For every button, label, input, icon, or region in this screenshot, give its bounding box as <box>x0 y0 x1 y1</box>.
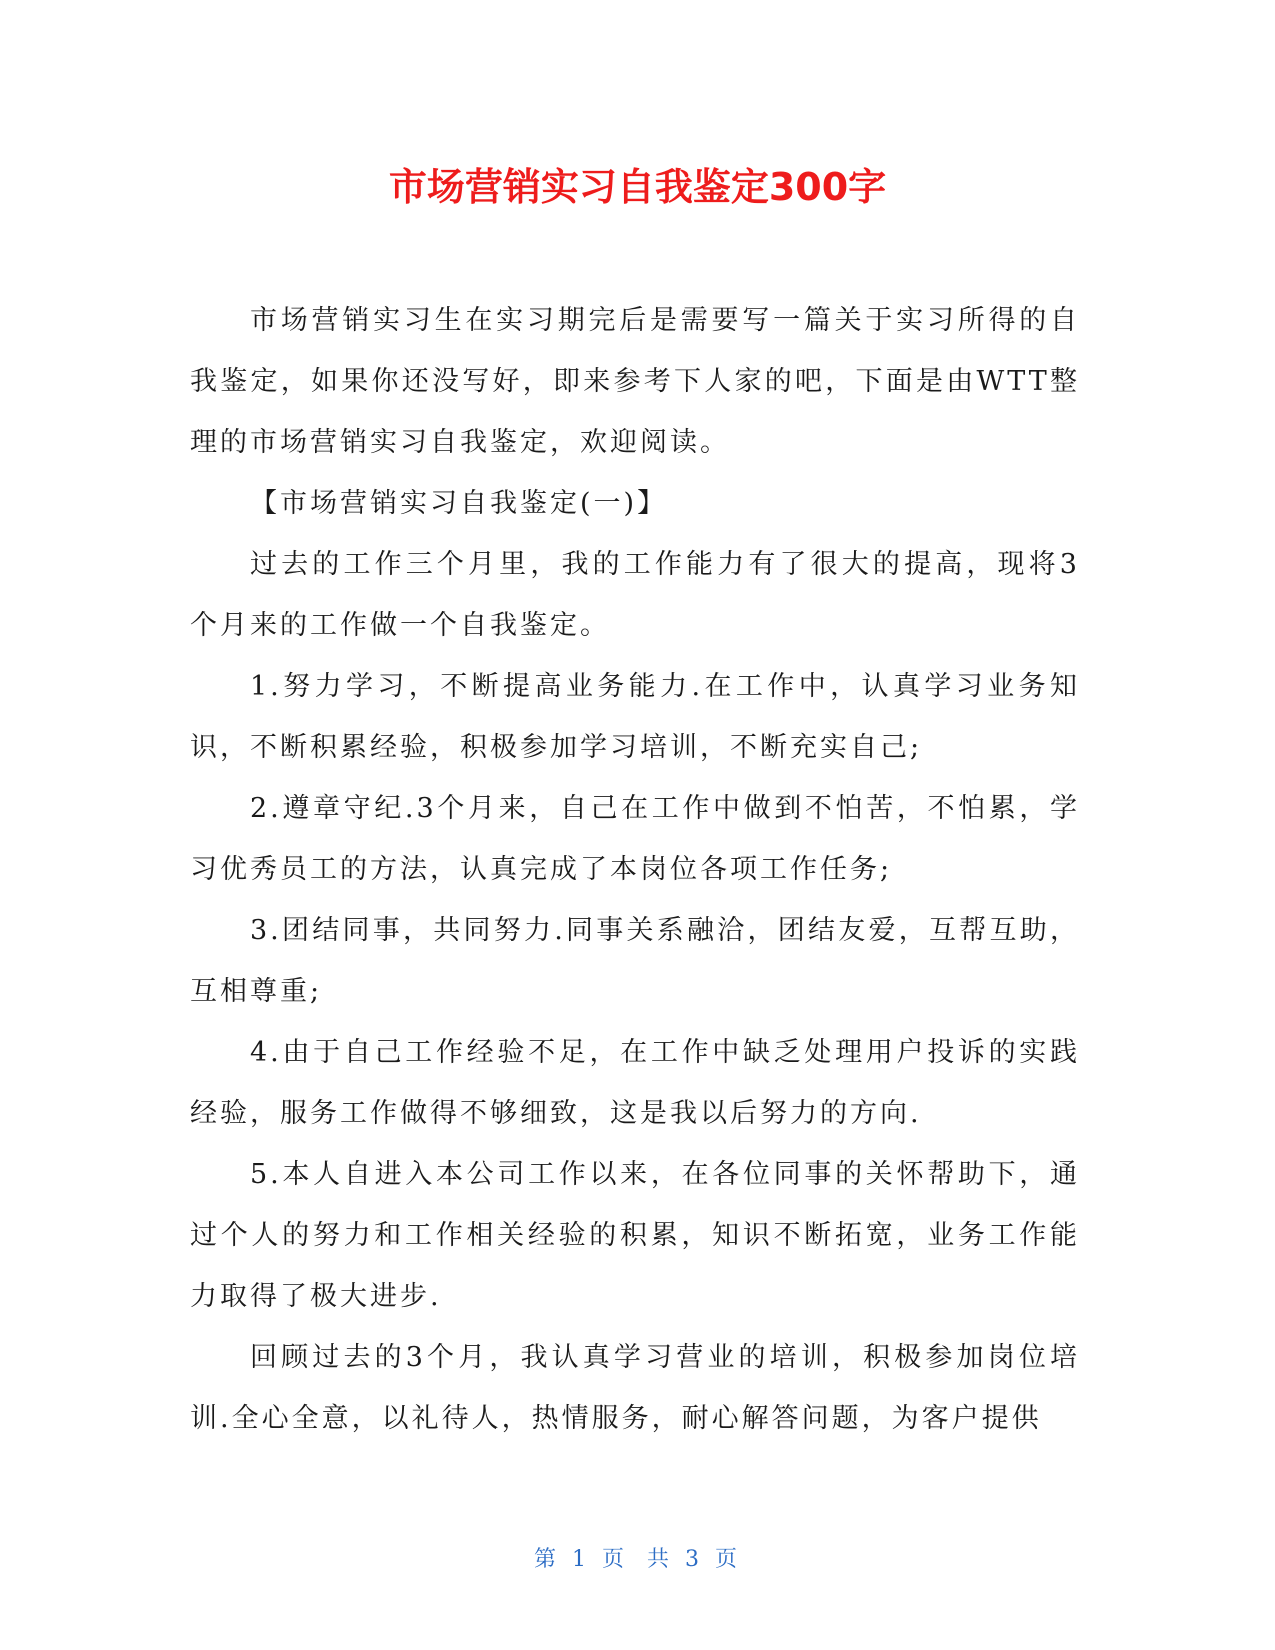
footer-mid: 页 共 <box>602 1547 673 1572</box>
section-heading: 【市场营销实习自我鉴定(一)】 <box>250 488 668 519</box>
list-item-1: 1.努力学习，不断提高业务能力.在工作中，认真学习业务知识，不断积累经验，积极参加学习培训，不断充实自己; <box>190 671 1080 763</box>
footer-total-pages: 3 <box>685 1547 703 1572</box>
footer-current-page: 1 <box>572 1547 590 1572</box>
list-item-4: 4.由于自己工作经验不足，在工作中缺乏处理用户投诉的实践经验，服务工作做得不够细致，这是我以后努力的方向. <box>190 1037 1080 1129</box>
list-item-3: 3.团结同事，共同努力.同事关系融洽，团结友爱，互帮互助，互相尊重; <box>190 915 1080 1007</box>
footer-prefix: 第 <box>533 1547 560 1572</box>
page-footer <box>0 1545 1275 1575</box>
list-item-5: 5.本人自进入本公司工作以来，在各位同事的关怀帮助下，通过个人的努力和工作相关经验的积累，知识不断拓宽，业务工作能力取得了极大进步. <box>190 1159 1080 1312</box>
paragraph-overview: 过去的工作三个月里，我的工作能力有了很大的提高，现将3个月来的工作做一个自我鉴定。 <box>190 549 1080 641</box>
footer-suffix: 页 <box>715 1547 742 1572</box>
document-title: 市场营销实习自我鉴定300字 <box>388 165 887 209</box>
paragraph-intro: 市场营销实习生在实习期完后是需要写一篇关于实习所得的自我鉴定，如果你还没写好，即来参考下人家的吧，下面是由WTT整理的市场营销实习自我鉴定，欢迎阅读。 <box>190 305 1080 458</box>
paragraph-review: 回顾过去的3个月，我认真学习营业的培训，积极参加岗位培训.全心全意，以礼待人，热情服务，耐心解答问题，为客户提供 <box>190 1342 1080 1434</box>
document-body <box>190 290 1080 1449</box>
list-item-2: 2.遵章守纪.3个月来，自己在工作中做到不怕苦，不怕累，学习优秀员工的方法，认真完成了本岗位各项工作任务; <box>190 793 1080 885</box>
